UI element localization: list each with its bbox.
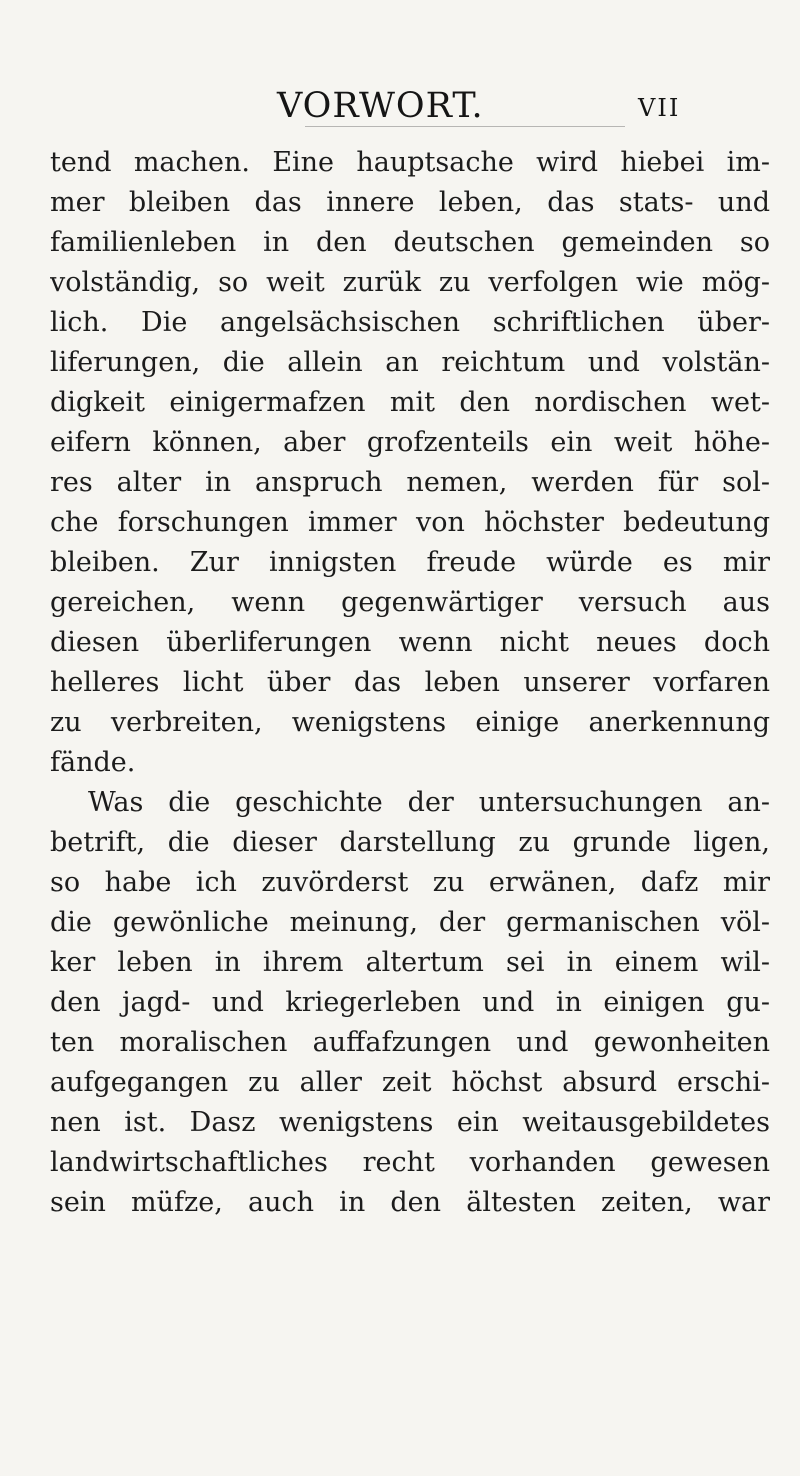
- text-line: res alter in anspruch nemen, werden für sol-: [50, 467, 770, 498]
- text-line: so habe ich zuvörderst zu erwänen, dafz mir: [50, 867, 770, 898]
- paragraph-end-line: fände.: [50, 747, 136, 778]
- text-line: landwirtschaftliches recht vorhanden gewesen: [50, 1147, 770, 1178]
- text-line: familienleben in den deutschen gemeinden so: [50, 227, 770, 258]
- text-line: liferungen, die allein an reichtum und volstän-: [50, 347, 770, 378]
- text-line: gereichen, wenn gegenwärtiger versuch aus: [50, 587, 770, 618]
- text-line: tend machen. Eine hauptsache wird hiebei im-: [50, 147, 770, 178]
- text-line: ker leben in ihrem altertum sei in einem wil-: [50, 947, 770, 978]
- text-line: ten moralischen auffafzungen und gewonheiten: [50, 1027, 770, 1058]
- text-line: diesen überliferungen wenn nicht neues doch: [50, 627, 770, 658]
- paragraph-start-line: Was die geschichte der untersuchungen an-: [88, 787, 770, 818]
- text-line: nen ist. Dasz wenigstens ein weitausgebildetes: [50, 1107, 770, 1138]
- text-line: den jagd- und kriegerleben und in einigen gu-: [50, 987, 770, 1018]
- text-line: die gewönliche meinung, der germanischen völ-: [50, 907, 770, 938]
- page-header: [0, 86, 800, 126]
- text-line: helleres licht über das leben unserer vorfaren: [50, 667, 770, 698]
- page-number: VII: [638, 94, 681, 122]
- text-line: aufgegangen zu aller zeit höchst absurd erschi-: [50, 1067, 770, 1098]
- text-line: bleiben. Zur innigsten freude würde es mir: [50, 547, 770, 578]
- text-line: che forschungen immer von höchster bedeutung: [50, 507, 770, 538]
- text-line: digkeit einigermafzen mit den nordischen wet-: [50, 387, 770, 418]
- header-rule: [305, 126, 625, 127]
- running-title: VORWORT.: [277, 86, 484, 126]
- text-line: betrift, die dieser darstellung zu grunde ligen,: [50, 827, 770, 858]
- text-line: mer bleiben das innere leben, das stats- und: [50, 187, 770, 218]
- text-line: sein müfze, auch in den ältesten zeiten, war: [50, 1187, 770, 1218]
- body-text: [50, 143, 770, 1223]
- text-line: lich. Die angelsächsischen schriftlichen über-: [50, 307, 770, 338]
- text-line: zu verbreiten, wenigstens einige anerkennung: [50, 707, 770, 738]
- text-line: volständig, so weit zurük zu verfolgen wie mög-: [50, 267, 770, 298]
- text-line: eifern können, aber grofzenteils ein weit höhe-: [50, 427, 770, 458]
